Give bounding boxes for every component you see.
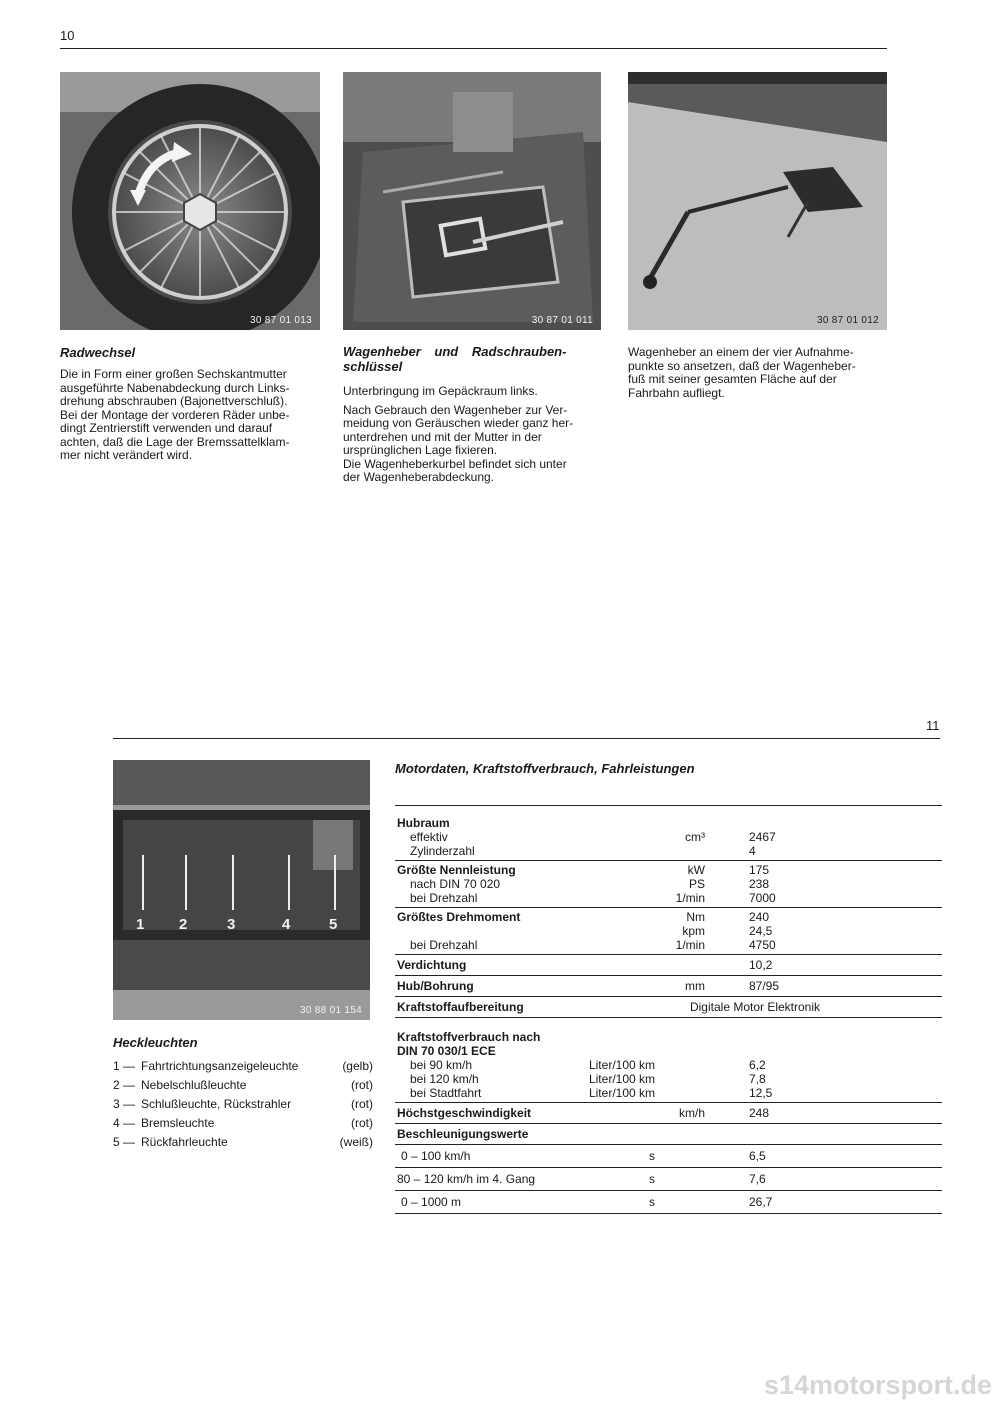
- table-cell: Liter/100 km: [588, 1072, 655, 1086]
- page-number-top: 10: [60, 28, 75, 43]
- list-item-color: (rot): [351, 1078, 373, 1092]
- list-item: [113, 1116, 373, 1135]
- jackpoint-text-line: punkte so ansetzen, daß der Wagenheber-: [628, 358, 856, 373]
- list-item: [113, 1135, 373, 1154]
- table-cell: Größtes Drehmoment: [397, 910, 521, 924]
- table-cell: 248: [749, 1106, 770, 1120]
- table-cell: 4750: [749, 938, 776, 952]
- rearlight-label: 2: [179, 916, 188, 933]
- jack-text-line: meidung von Geräuschen wieder ganz her-: [343, 416, 574, 430]
- rearlights-heading: Heckleuchten: [113, 1035, 198, 1050]
- table-cell: Hubraum: [397, 816, 450, 830]
- wheel-text: [60, 368, 322, 463]
- wheel-text-line: mer nicht verändert wird.: [60, 448, 193, 462]
- list-item-name: Fahrtrichtungsanzeigeleuchte: [141, 1059, 299, 1073]
- table-cell: 7,8: [749, 1072, 766, 1086]
- page-number-bottom: 11: [926, 718, 940, 733]
- table-cell: Hub/Bohrung: [397, 979, 474, 993]
- table-cell: Höchstgeschwindigkeit: [397, 1106, 532, 1120]
- table-cell: bei Drehzahl: [410, 938, 478, 952]
- rearlight-label: 1: [136, 916, 145, 933]
- list-item-color: (rot): [351, 1097, 373, 1111]
- table-cell: 10,2: [749, 958, 773, 972]
- table-cell: 238: [749, 877, 770, 891]
- table-cell: 6,2: [749, 1058, 766, 1072]
- table-cell: 24,5: [749, 924, 773, 938]
- table-row-group: [395, 1145, 942, 1168]
- table-row-group: [395, 1018, 942, 1103]
- table-cell: 1/min: [675, 891, 705, 905]
- table-cell: Beschleunigungswerte: [397, 1127, 529, 1141]
- table-row-group: [395, 1103, 942, 1124]
- table-cell: 7000: [749, 891, 776, 905]
- table-cell: DIN 70 030/1 ECE: [397, 1044, 496, 1058]
- table-cell: 87/95: [749, 979, 780, 993]
- table-cell: nach DIN 70 020: [410, 877, 501, 891]
- wheel-text-line: ausgeführte Nabenabdeckung durch Links-: [60, 380, 290, 395]
- list-item-number: 3 —: [113, 1097, 136, 1111]
- list-item: [113, 1097, 373, 1116]
- jackpoint-text-line: Fahrbahn aufliegt.: [628, 385, 725, 400]
- table-row-group: [395, 997, 942, 1018]
- table-cell: 7,6: [749, 1172, 766, 1186]
- table-cell: bei 120 km/h: [410, 1072, 479, 1086]
- table-cell: bei Drehzahl: [410, 891, 478, 905]
- jackpoint-text: [628, 346, 888, 400]
- table-cell: 1/min: [675, 938, 705, 952]
- specs-table: [395, 805, 942, 1214]
- wheel-text-line: achten, daß die Lage der Bremssattelklam-: [60, 434, 290, 449]
- jack-text: [343, 385, 605, 485]
- list-item-color: (gelb): [342, 1059, 373, 1073]
- table-cell: 4: [749, 844, 756, 858]
- rearlight-label: 5: [329, 916, 338, 933]
- table-cell: 12,5: [749, 1086, 773, 1100]
- list-item-number: 2 —: [113, 1078, 136, 1092]
- jackpoint-photo-code: 30 87 01 012: [817, 315, 879, 326]
- jackpoint-text-line: Wagenheber an einem der vier Aufnahme-: [628, 345, 854, 359]
- table-cell: kW: [687, 863, 705, 877]
- table-cell: Nm: [686, 910, 705, 924]
- table-cell: mm: [685, 979, 705, 993]
- table-row-group: [395, 976, 942, 997]
- table-cell: cm³: [685, 830, 705, 844]
- list-item-color: (rot): [351, 1116, 373, 1130]
- jack-heading-line2: schlüssel: [343, 359, 403, 374]
- table-row-group: [395, 1124, 942, 1145]
- list-item-number: 1 —: [113, 1059, 136, 1073]
- trunk-photo: [343, 72, 601, 330]
- wheel-text-line: drehung abschrauben (Bajonettverschluß).: [60, 394, 288, 408]
- jack-text-line: der Wagenheberabdeckung.: [343, 470, 494, 484]
- table-row-group: [395, 861, 942, 908]
- wheel-text-line: dingt Zentrierstift verwenden und darauf: [60, 421, 273, 435]
- wheel-heading: Radwechsel: [60, 345, 136, 360]
- table-cell: Liter/100 km: [588, 1058, 655, 1072]
- table-cell: 6,5: [749, 1149, 766, 1163]
- rearlights-photo-code: 30 88 01 154: [300, 1005, 362, 1016]
- table-cell: bei 90 km/h: [410, 1058, 473, 1072]
- jack-text-line: unterdrehen und mit der Mutter in der: [343, 429, 542, 444]
- jack-text-line: ursprünglichen Lage fixieren.: [343, 443, 498, 457]
- jack-text-line: Nach Gebrauch den Wagenheber zur Ver-: [343, 402, 568, 417]
- list-item: [113, 1059, 373, 1078]
- table-cell: 240: [749, 910, 770, 924]
- table-cell: 80 – 120 km/h im 4. Gang: [397, 1172, 536, 1186]
- table-cell: 2467: [749, 830, 776, 844]
- table-cell: Verdichtung: [397, 958, 467, 972]
- header-rule-bottom: [113, 738, 940, 739]
- rearlights-list: [113, 1059, 373, 1154]
- header-rule-top: [60, 48, 887, 49]
- wheel-text-line: Die in Form einer großen Sechskantmutter: [60, 367, 287, 381]
- jack-heading-line1: Wagenheber und Radschrauben-: [343, 344, 567, 359]
- table-cell: 26,7: [749, 1195, 773, 1209]
- list-item-number: 4 —: [113, 1116, 136, 1130]
- list-item-name: Rückfahrleuchte: [141, 1135, 228, 1149]
- table-cell: Kraftstoffverbrauch nach: [397, 1030, 541, 1044]
- list-item-name: Schlußleuchte, Rückstrahler: [141, 1097, 292, 1111]
- rearlight-label: 4: [282, 916, 291, 933]
- trunk-photo-code: 30 87 01 011: [531, 315, 593, 326]
- list-item: [113, 1078, 373, 1097]
- wheel-text-line: Bei der Montage der vorderen Räder unbe-: [60, 407, 290, 422]
- table-cell: 0 – 1000 m: [401, 1195, 462, 1209]
- table-cell: Liter/100 km: [588, 1086, 655, 1100]
- list-item-number: 5 —: [113, 1135, 136, 1149]
- rearlights-photo: [113, 760, 370, 1020]
- table-cell: kpm: [682, 924, 705, 938]
- jackpoint-text-line: fuß mit seiner gesamten Fläche auf der: [628, 372, 837, 386]
- table-cell: bei Stadtfahrt: [410, 1086, 482, 1100]
- table-cell: Zylinderzahl: [410, 844, 475, 858]
- table-cell: km/h: [678, 1106, 705, 1120]
- table-row-group: [395, 908, 942, 955]
- table-cell: s: [649, 1172, 655, 1186]
- table-cell: 0 – 100 km/h: [401, 1149, 471, 1163]
- table-row-group: [395, 1191, 942, 1214]
- jackpoint-photo: [628, 72, 887, 330]
- list-item-name: Nebelschlußleuchte: [141, 1078, 247, 1092]
- jack-heading: [343, 344, 605, 374]
- table-cell: 175: [749, 863, 770, 877]
- specs-heading: Motordaten, Kraftstoffverbrauch, Fahrleistungen: [395, 761, 695, 776]
- table-cell: effektiv: [410, 830, 448, 844]
- table-row-group: [395, 955, 942, 976]
- table-row-group: [395, 1168, 942, 1191]
- table-cell: Größte Nennleistung: [397, 863, 516, 877]
- wheel-photo: [60, 72, 320, 330]
- list-item-name: Bremsleuchte: [141, 1116, 215, 1130]
- table-row-group: [395, 805, 942, 861]
- list-item-color: (weiß): [339, 1135, 373, 1149]
- rearlight-label: 3: [227, 916, 236, 933]
- jack-text-line: Die Wagenheberkurbel befindet sich unter: [343, 456, 567, 471]
- watermark: s14motorsport.de: [763, 1370, 992, 1400]
- wheel-photo-code: 30 87 01 013: [250, 315, 312, 326]
- table-cell: s: [649, 1149, 655, 1163]
- table-cell: s: [649, 1195, 655, 1209]
- table-cell: PS: [688, 877, 705, 891]
- jack-text-para1: Unterbringung im Gepäckraum links.: [343, 384, 538, 398]
- table-cell: Kraftstoffaufbereitung: [397, 1000, 524, 1014]
- table-cell: Digitale Motor Elektronik: [689, 1000, 821, 1014]
